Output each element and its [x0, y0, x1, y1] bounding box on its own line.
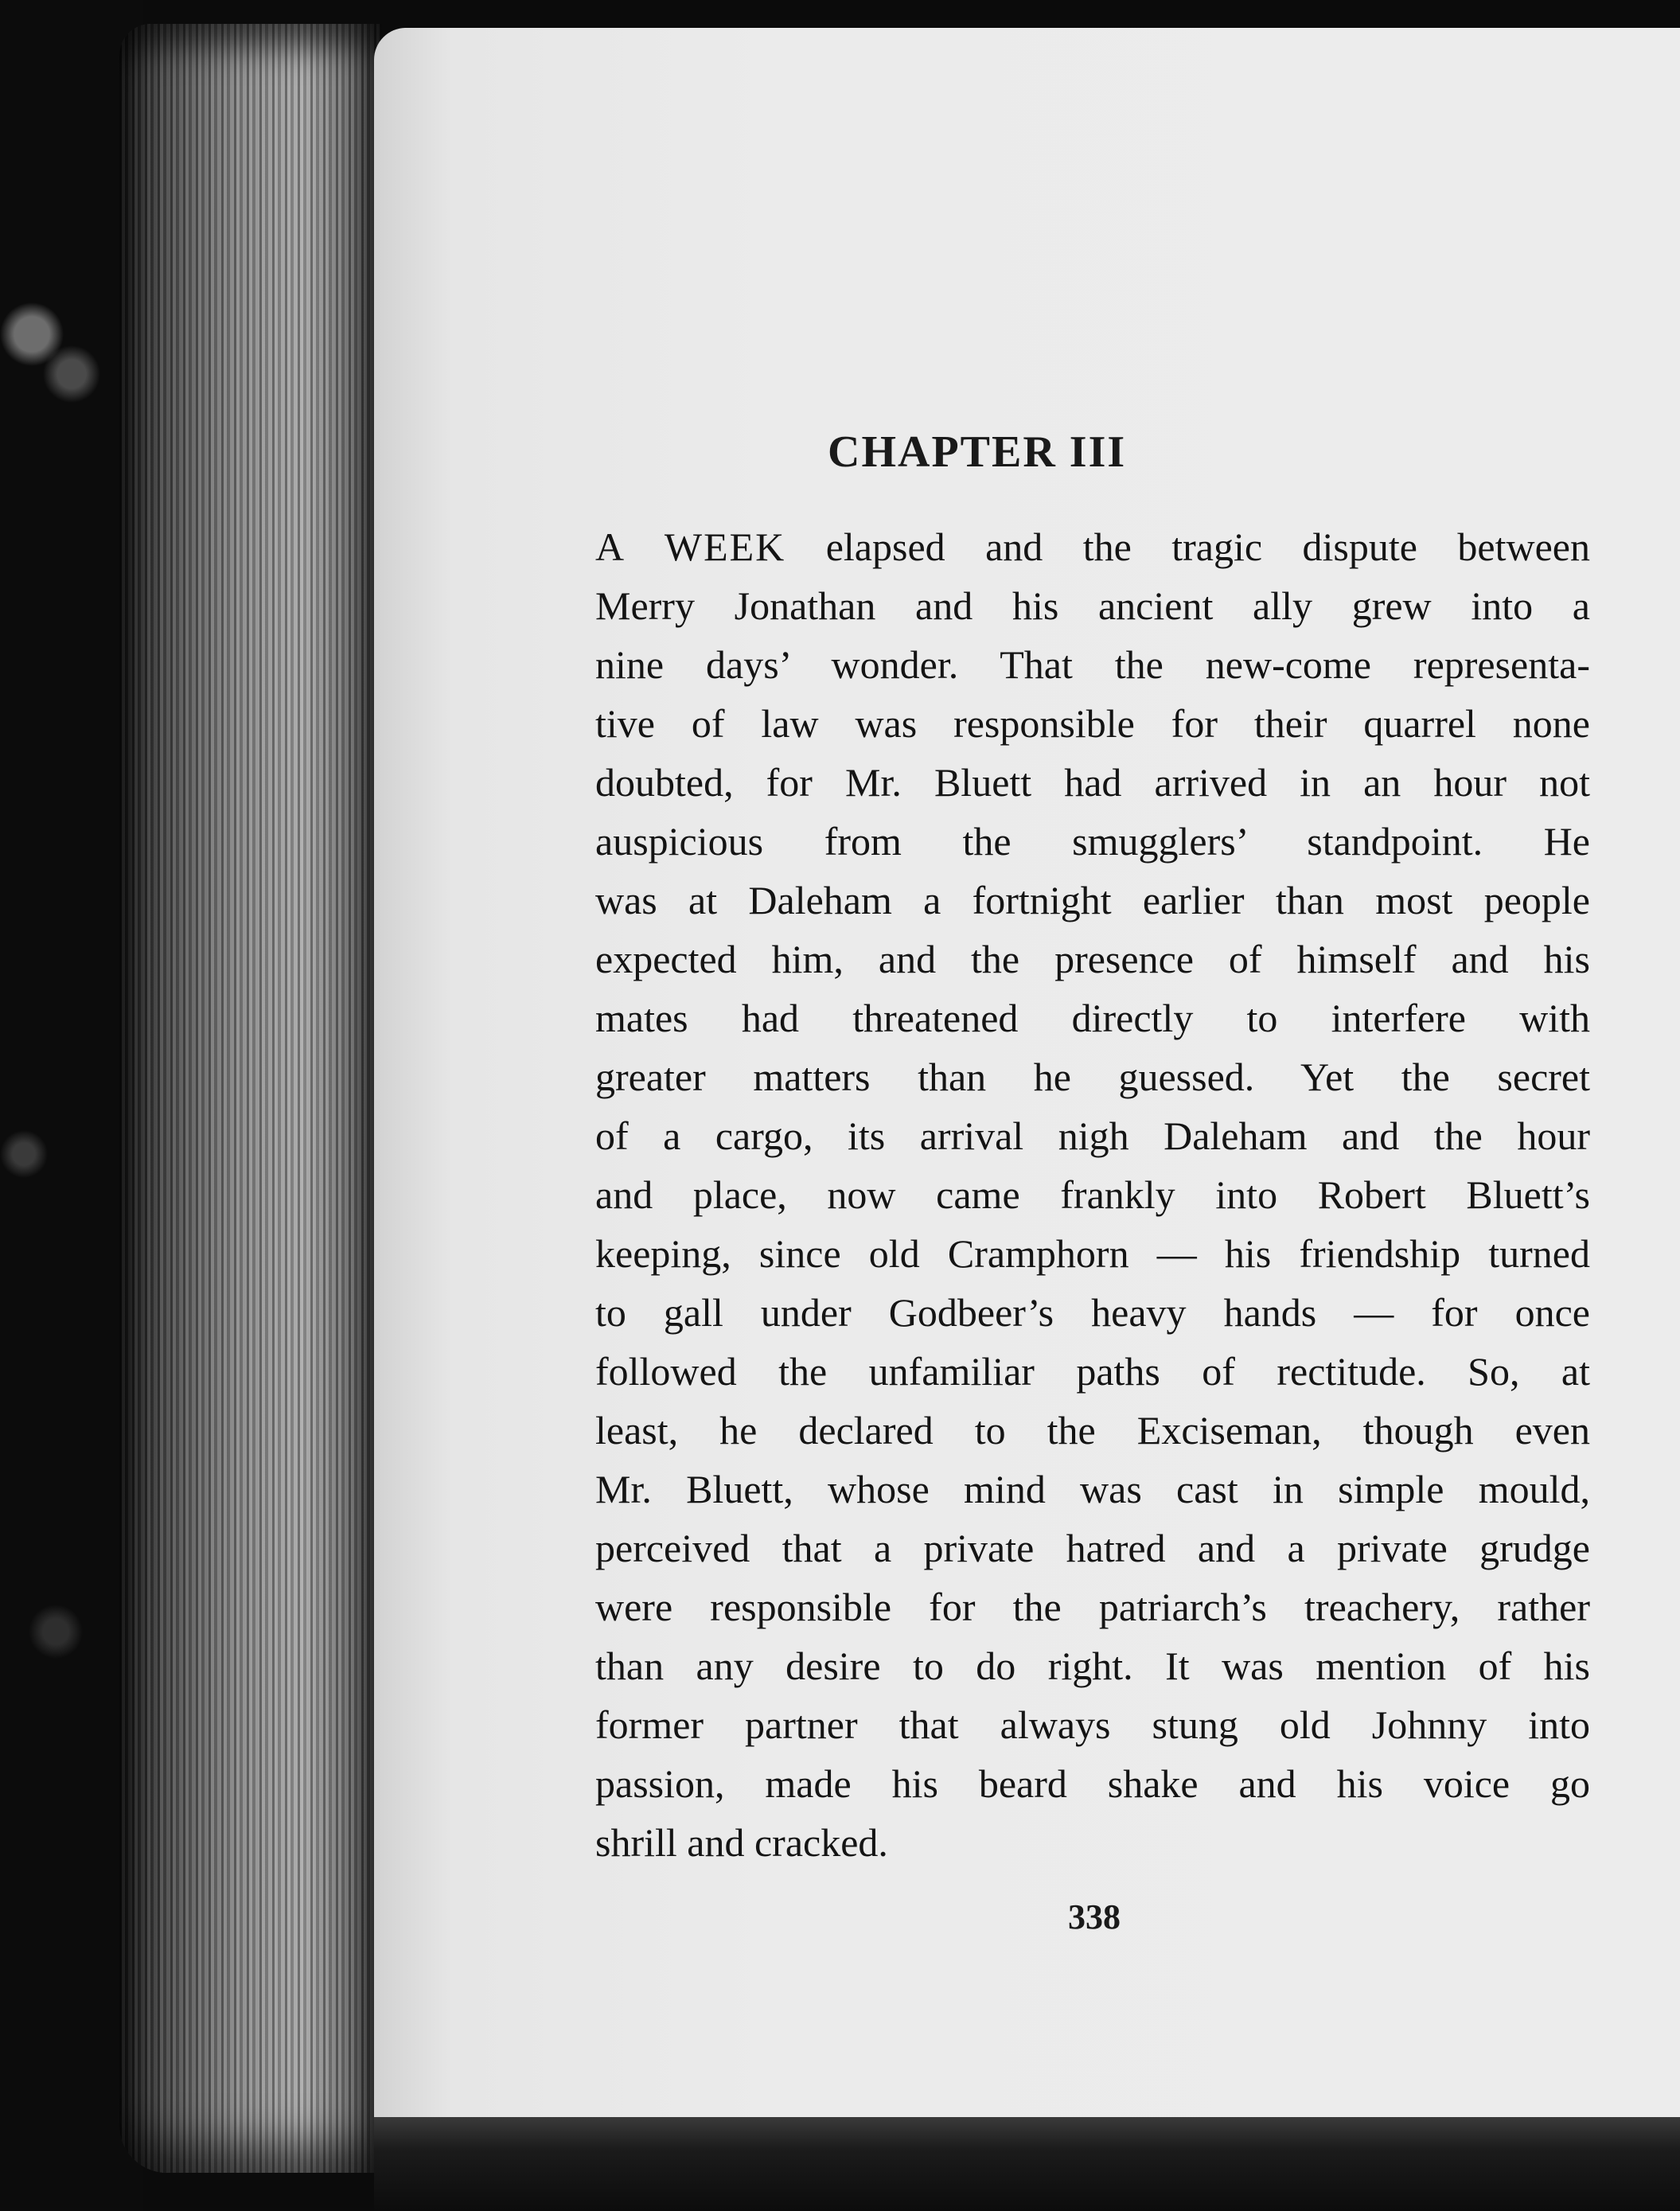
text-line: keeping, since old Cramphorn — his friendship turned — [595, 1231, 1590, 1276]
text-line: doubted, for Mr. Bluett had arrived in an hour not — [595, 760, 1590, 805]
text-line: were responsible for the patriarch’s treachery, rather — [595, 1585, 1590, 1629]
text-line: Mr. Bluett, whose mind was cast in simple mould, — [595, 1467, 1590, 1511]
text-line: former partner that always stung old Johnny into — [595, 1702, 1590, 1747]
chapter-title: CHAPTER III — [828, 427, 1127, 477]
text-line: auspicious from the smugglers’ standpoint. He — [595, 819, 1590, 864]
opening-words: A WEEK — [595, 524, 786, 569]
chapter-body-text — [595, 517, 1590, 1872]
text-line: perceived that a private hatred and a private grudge — [595, 1526, 1590, 1570]
scan-bottom-shadow — [374, 2117, 1680, 2211]
page-number: 338 — [1068, 1897, 1121, 1936]
text-line: of a cargo, its arrival nigh Daleham and the hour — [595, 1113, 1590, 1158]
text-line: was at Daleham a fortnight earlier than most people — [595, 878, 1590, 922]
text-line: followed the unfamiliar paths of rectitude. So, at — [595, 1349, 1590, 1394]
text-line: least, he declared to the Exciseman, though even — [595, 1408, 1590, 1453]
text-line: and place, now came frankly into Robert Bluett’s — [595, 1172, 1590, 1217]
page-edges — [119, 24, 382, 2173]
text-line: nine days’ wonder. That the new-come representa- — [595, 642, 1590, 687]
text-line: than any desire to do right. It was mention of his — [595, 1644, 1590, 1688]
text-line: greater matters than he guessed. Yet the secret — [595, 1055, 1590, 1099]
text-line: to gall under Godbeer’s heavy hands — for once — [595, 1290, 1590, 1335]
text-line: shrill and cracked. — [595, 1820, 888, 1865]
text-line: mates had threatened directly to interfere with — [595, 996, 1590, 1040]
text-line: tive of law was responsible for their quarrel none — [595, 701, 1590, 746]
text-line: Merry Jonathan and his ancient ally grew into a — [595, 583, 1590, 628]
text-line: expected him, and the presence of himself and his — [595, 937, 1590, 981]
text-line: passion, made his beard shake and his voice go — [595, 1761, 1590, 1806]
text-line — [595, 517, 1590, 576]
text-line-content: elapsed and the tragic dispute between — [785, 524, 1590, 569]
